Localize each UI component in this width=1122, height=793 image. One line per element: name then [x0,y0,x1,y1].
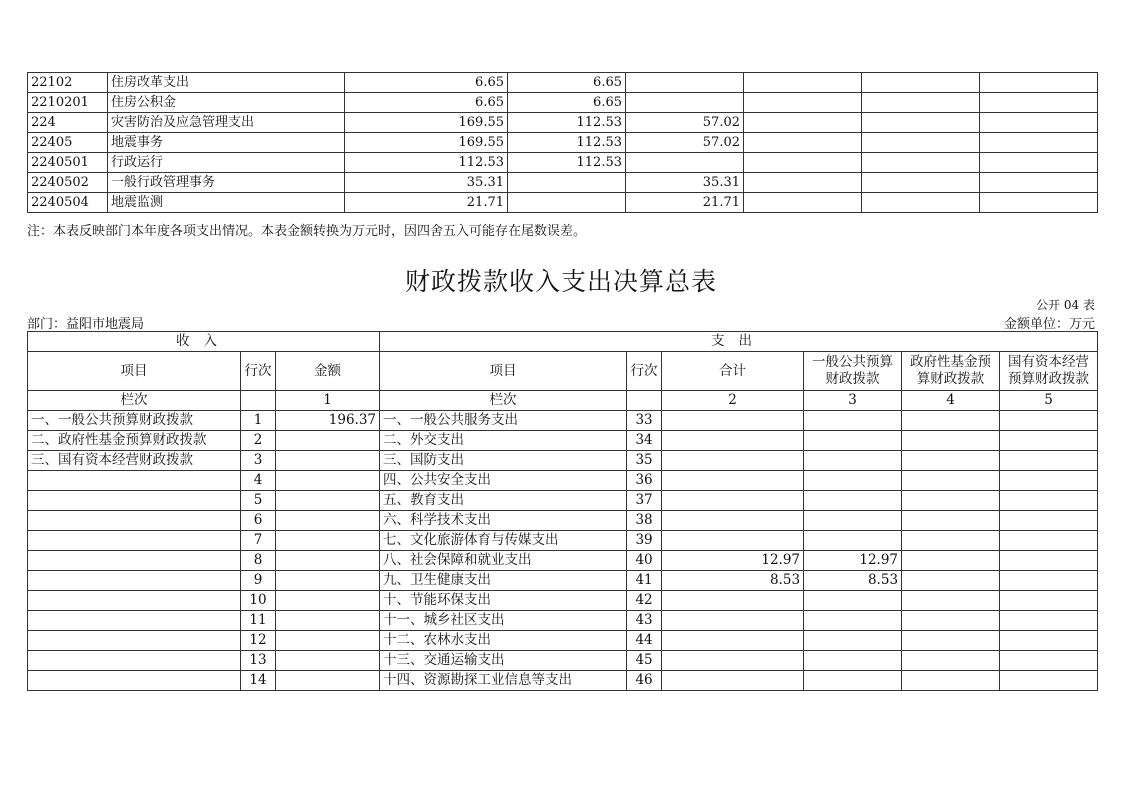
cell-c5 [862,153,980,173]
cell-in-item [28,631,241,651]
cell-c5 [862,93,980,113]
expense-header: 支出 [380,332,1098,352]
cell-general [804,451,902,471]
cell-project: 21.71 [626,193,744,213]
cell-total [662,451,804,471]
table-row [28,173,1098,193]
cell-gov-fund [902,471,1000,491]
cell-in-no: 12 [241,631,276,651]
col-index-3: 3 [804,391,902,411]
cell-in-no: 13 [241,651,276,671]
cell-basic: 6.65 [508,73,626,93]
table-row [28,73,1098,93]
page-title: 财政拨款收入支出决算总表 [404,267,717,296]
cell-state-capital [1000,411,1098,431]
table-row [28,611,1098,631]
cell-c6 [980,113,1098,133]
table-row [28,591,1098,611]
cell-general [804,651,902,671]
cell-code: 2240504 [28,193,108,213]
cell-basic: 112.53 [508,153,626,173]
cell-general: 12.97 [804,551,902,571]
cell-in-amt [276,631,380,651]
cell-total [662,611,804,631]
expense-item-header: 项目 [380,352,627,391]
cell-out-item: 十四、资源勘探工业信息等支出 [380,671,627,691]
col-index-5: 5 [1000,391,1098,411]
cell-in-no: 14 [241,671,276,691]
cell-c6 [980,93,1098,113]
cell-in-no: 9 [241,571,276,591]
cell-in-amt [276,451,380,471]
cell-in-amt [276,511,380,531]
col-index-4: 4 [902,391,1000,411]
cell-state-capital [1000,611,1098,631]
header-row-1 [28,332,1098,352]
cell-in-item: 三、国有资本经营财政拨款 [28,451,241,471]
gov-fund-header: 政府性基金预算财政拨款 [902,352,1000,391]
cell-code: 2240501 [28,153,108,173]
cell-gov-fund [902,631,1000,651]
cell-code: 2210201 [28,93,108,113]
cell-out-item: 一、一般公共服务支出 [380,411,627,431]
cell-gov-fund [902,511,1000,531]
cell-out-no: 37 [627,491,662,511]
cell-in-item [28,611,241,631]
state-capital-header: 国有资本经营预算财政拨款 [1000,352,1098,391]
cell-state-capital [1000,551,1098,571]
table-row [28,193,1098,213]
cell-in-no: 10 [241,591,276,611]
col-index-1: 1 [276,391,380,411]
cell-c4 [744,133,862,153]
cell-gov-fund [902,571,1000,591]
cell-code: 2240502 [28,173,108,193]
cell-c4 [744,173,862,193]
table-row [28,471,1098,491]
cell-c4 [744,113,862,133]
cell-project [626,73,744,93]
cell-gov-fund [902,551,1000,571]
cell-general [804,511,902,531]
header-row-2 [28,352,1098,391]
cell-total: 169.55 [345,113,508,133]
cell-code: 22102 [28,73,108,93]
cell-out-no: 44 [627,631,662,651]
cell-in-item [28,531,241,551]
cell-code: 224 [28,113,108,133]
col-index-empty [627,391,662,411]
cell-general: 8.53 [804,571,902,591]
cell-project [626,93,744,113]
cell-in-item [28,471,241,491]
cell-out-item: 三、国防支出 [380,451,627,471]
cell-in-no: 2 [241,431,276,451]
cell-total: 21.71 [345,193,508,213]
cell-general [804,471,902,491]
table-row [28,551,1098,571]
cell-in-amt [276,571,380,591]
cell-state-capital [1000,671,1098,691]
cell-gov-fund [902,591,1000,611]
cell-in-amt [276,491,380,511]
cell-general [804,411,902,431]
table-note: 注：本表反映部门本年度各项支出情况。本表金额转换为万元时，因四舍五入可能存在尾数误差。 [27,224,587,239]
cell-basic: 6.65 [508,93,626,113]
cell-c6 [980,133,1098,153]
table-row [28,431,1098,451]
cell-gov-fund [902,651,1000,671]
cell-in-item [28,571,241,591]
cell-total: 6.65 [345,93,508,113]
cell-out-item: 四、公共安全支出 [380,471,627,491]
cell-basic [508,193,626,213]
table-row [28,113,1098,133]
cell-project [626,153,744,173]
total-header: 合计 [662,352,804,391]
cell-total [662,471,804,491]
column-index-row [28,391,1098,411]
cell-name: 一般行政管理事务 [108,173,345,193]
cell-in-amt [276,611,380,631]
cell-general [804,671,902,691]
table-row [28,491,1098,511]
cell-gov-fund [902,671,1000,691]
cell-in-amt [276,551,380,571]
cell-total: 8.53 [662,571,804,591]
cell-out-no: 39 [627,531,662,551]
fiscal-summary-body [28,332,1098,691]
cell-out-no: 42 [627,591,662,611]
cell-in-amt [276,531,380,551]
cell-out-item: 十、节能环保支出 [380,591,627,611]
cell-state-capital [1000,471,1098,491]
cell-basic [508,173,626,193]
income-amount-header: 金额 [276,352,380,391]
cell-basic: 112.53 [508,113,626,133]
table-row [28,93,1098,113]
cell-total: 112.53 [345,153,508,173]
cell-c4 [744,93,862,113]
cell-gov-fund [902,531,1000,551]
cell-state-capital [1000,431,1098,451]
cell-c6 [980,193,1098,213]
table-row [28,671,1098,691]
cell-total: 12.97 [662,551,804,571]
cell-code: 22405 [28,133,108,153]
fiscal-summary-table [27,331,1098,691]
cell-c6 [980,73,1098,93]
cell-total [662,531,804,551]
cell-c5 [862,193,980,213]
cell-name: 地震事务 [108,133,345,153]
cell-general [804,431,902,451]
cell-total [662,651,804,671]
cell-in-no: 4 [241,471,276,491]
cell-in-item [28,671,241,691]
cell-state-capital [1000,571,1098,591]
cell-total: 6.65 [345,73,508,93]
income-header: 收入 [28,332,380,352]
cell-state-capital [1000,491,1098,511]
col-label-expense: 栏次 [380,391,627,411]
expenditure-detail-body [28,73,1098,213]
cell-total: 35.31 [345,173,508,193]
cell-out-no: 40 [627,551,662,571]
cell-out-no: 33 [627,411,662,431]
cell-name: 地震监测 [108,193,345,213]
cell-name: 灾害防治及应急管理支出 [108,113,345,133]
cell-name: 住房公积金 [108,93,345,113]
cell-out-item: 六、科学技术支出 [380,511,627,531]
table-row [28,631,1098,651]
cell-in-amt [276,431,380,451]
cell-general [804,531,902,551]
cell-total: 169.55 [345,133,508,153]
amount-unit-label: 金额单位：万元 [1003,317,1095,332]
cell-out-no: 34 [627,431,662,451]
cell-state-capital [1000,651,1098,671]
cell-out-item: 二、外交支出 [380,431,627,451]
cell-c5 [862,133,980,153]
cell-out-item: 十三、交通运输支出 [380,651,627,671]
cell-c5 [862,113,980,133]
cell-total [662,631,804,651]
cell-name: 住房改革支出 [108,73,345,93]
cell-c4 [744,153,862,173]
cell-out-item: 十二、农林水支出 [380,631,627,651]
department-label: 部门：益阳市地震局 [27,317,145,332]
cell-c6 [980,153,1098,173]
cell-total [662,491,804,511]
cell-out-no: 43 [627,611,662,631]
income-line-header: 行次 [241,352,276,391]
cell-state-capital [1000,531,1098,551]
cell-out-no: 38 [627,511,662,531]
cell-general [804,611,902,631]
col-label-income: 栏次 [28,391,241,411]
cell-state-capital [1000,591,1098,611]
cell-gov-fund [902,451,1000,471]
cell-in-amt [276,471,380,491]
table-row [28,511,1098,531]
cell-gov-fund [902,611,1000,631]
cell-total [662,431,804,451]
cell-total [662,411,804,431]
cell-out-item: 五、教育支出 [380,491,627,511]
cell-gov-fund [902,411,1000,431]
table-row [28,531,1098,551]
cell-in-no: 1 [241,411,276,431]
cell-in-no: 11 [241,611,276,631]
cell-in-item: 一、一般公共预算财政拨款 [28,411,241,431]
cell-project: 57.02 [626,133,744,153]
cell-general [804,491,902,511]
cell-in-item: 二、政府性基金预算财政拨款 [28,431,241,451]
income-item-header: 项目 [28,352,241,391]
cell-out-no: 41 [627,571,662,591]
expenditure-detail-table [27,72,1098,213]
cell-in-amt: 196.37 [276,411,380,431]
cell-general [804,631,902,651]
table-row [28,571,1098,591]
cell-general [804,591,902,611]
cell-state-capital [1000,631,1098,651]
cell-in-amt [276,671,380,691]
cell-project: 57.02 [626,113,744,133]
cell-total [662,591,804,611]
cell-out-item: 八、社会保障和就业支出 [380,551,627,571]
cell-out-no: 45 [627,651,662,671]
cell-in-item [28,491,241,511]
cell-c5 [862,173,980,193]
cell-c6 [980,173,1098,193]
cell-in-amt [276,651,380,671]
cell-total [662,511,804,531]
cell-basic: 112.53 [508,133,626,153]
cell-name: 行政运行 [108,153,345,173]
expense-line-header: 行次 [627,352,662,391]
cell-in-no: 5 [241,491,276,511]
cell-c4 [744,193,862,213]
col-index-empty [241,391,276,411]
cell-in-item [28,651,241,671]
table-row [28,411,1098,431]
cell-out-no: 46 [627,671,662,691]
cell-out-item: 九、卫生健康支出 [380,571,627,591]
cell-out-item: 七、文化旅游体育与传媒支出 [380,531,627,551]
cell-total [662,671,804,691]
form-number: 公开 04 表 [1036,298,1095,312]
cell-c5 [862,73,980,93]
cell-in-no: 6 [241,511,276,531]
table-row [28,651,1098,671]
cell-gov-fund [902,491,1000,511]
col-index-2: 2 [662,391,804,411]
cell-project: 35.31 [626,173,744,193]
table-row [28,133,1098,153]
cell-in-no: 8 [241,551,276,571]
cell-in-no: 7 [241,531,276,551]
cell-out-no: 36 [627,471,662,491]
cell-in-item [28,511,241,531]
table-row [28,451,1098,471]
cell-out-no: 35 [627,451,662,471]
cell-state-capital [1000,451,1098,471]
general-budget-header: 一般公共预算财政拨款 [804,352,902,391]
table-row [28,153,1098,173]
cell-c4 [744,73,862,93]
cell-in-no: 3 [241,451,276,471]
cell-in-item [28,591,241,611]
cell-in-item [28,551,241,571]
cell-gov-fund [902,431,1000,451]
cell-out-item: 十一、城乡社区支出 [380,611,627,631]
cell-in-amt [276,591,380,611]
cell-state-capital [1000,511,1098,531]
